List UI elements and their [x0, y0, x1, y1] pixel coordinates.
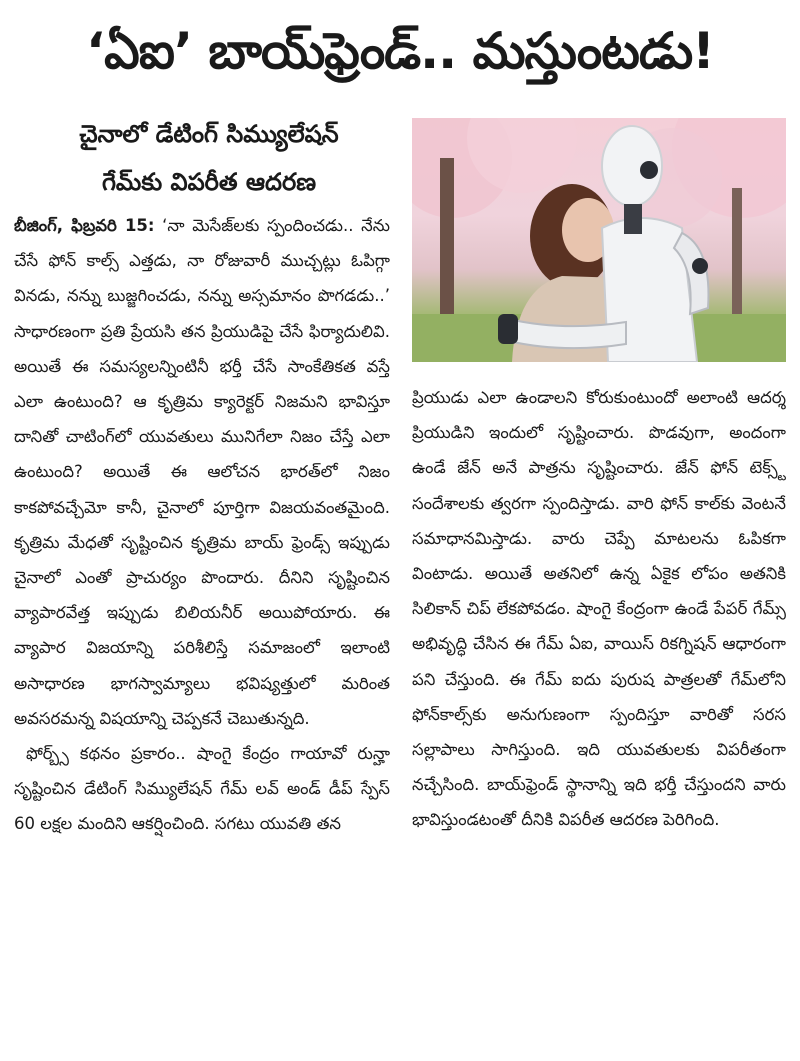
- article-column-right: [412, 380, 786, 1010]
- subheadline-line-1: చైనాలో డేటింగ్‌ సిమ్యులేషన్‌: [79, 120, 339, 148]
- subheadline: [14, 110, 404, 206]
- article-column-left: [14, 208, 390, 1008]
- dateline: బీజింగ్‌, ఫిబ్రవరి 15:: [14, 216, 155, 235]
- subheadline-line-2: గేమ్‌కు విపరీత ఆదరణ: [101, 168, 317, 196]
- article-paragraph-2: ఫోర్బ్స్‌ కథనం ప్రకారం.. షాంగై కేంద్రం గాయావో రున్హా సృష్టించిన డేటింగ్‌ సిమ్యులేషన్‌ గేమ్‌ లవ్‌ అండ్‌ డీప్‌ స్పేస్‌ 60 లక్షల మందిని ఆకర్షించింది. సగటు యువతి తన: [14, 744, 390, 834]
- article-paragraph-1: [14, 216, 390, 728]
- article-paragraph-3: ప్రియుడు ఎలా ఉండాలని కోరుకుంటుందో అలాంటి ఆదర్శ ప్రియుడిని ఇందులో సృష్టించారు. పొడవుగా, అందంగా ఉండే జేన్‌ అనే పాత్రను సృష్టించారు. జేన్‌ ఫోన్‌ టెక్స్ట్‌ సందేశాలకు త్వరగా స్పందిస్తాడు. వారి ఫోన్‌ కాల్‌కు వెంటనే సమాధానమిస్తాడు. వారు చెప్పే మాటలను ఓపికగా వింటాడు. అయితే అతనిలో ఉన్న ఏకైక లోపం అతనికి సిలికాన్‌ చిప్‌ లేకపోవడం. షాంగై కేంద్రంగా ఉండే పేపర్‌ గేమ్స్‌ అభివృద్ధి చేసిన ఈ గేమ్‌ ఏఐ, వాయిస్‌ రికగ్నిషన్‌ ఆధారంగా పని చేస్తుంది. ఈ గేమ్‌ ఐదు పురుష పాత్రలతో గేమ్‌లోని ఫోన్‌కాల్స్‌కు అనుగుణంగా స్పందిస్తూ వారితో సరస సల్లాపాలు సాగిస్తుంది. ఇది యువతులకు విపరీతంగా నచ్చేసింది. బాయ్‌ఫ్రెండ్‌ స్థానాన్ని ఇది భర్తీ చేస్తుందని వారు భావిస్తుండటంతో దీనికి విపరీత ఆదరణ పెరిగింది.: [412, 388, 786, 830]
- paragraph-1-text: ‘నా మెసేజ్‌లకు స్పందించడు.. నేను చేసే ఫోన్‌ కాల్స్‌ ఎత్తడు, నా రోజువారీ ముచ్చట్లు ఓపిగ్గా వినడు, నన్ను బుజ్జగించడు, నన్ను అస్సమానం పొగడడు..’ సాధారణంగా ప్రతి ప్రేయసి తన ప్రియుడిపై చేసే ఫిర్యాదులివి. అయితే ఈ సమస్యలన్నింటినీ భర్తీ చేసే సాంకేతికత వస్తే ఎలా ఉంటుంది? ఆ కృత్రిమ క్యారెక్టర్‌ నిజమని భావిస్తూ దానితో చాటింగ్‌లో యువతులు మునిగేలా నిజం చేస్తే ఎలా ఉంటుంది? అయితే ఈ ఆలోచన భారత్‌లో నిజం కాకపోవచ్చేమో కానీ, చైనాలో పూర్తిగా విజయవంతమైంది. కృత్రిమ మేధతో సృష్టించిన కృత్రిమ బాయ్‌ ఫ్రెండ్స్‌ ఇప్పుడు చైనాలో ఎంతో ప్రాచుర్యం పొందారు. దీనిని సృష్టించిన వ్యాపారవేత్త ఇప్పుడు బిలియనీర్‌ అయిపోయారు. ఈ వ్యాపార విజయాన్ని పరిశీలిస్తే సమాజంలో ఇలాంటి అసాధారణ భాగస్వామ్యాలు భవిష్యత్తులో మరింత అవసరమన్న విషయాన్ని చెప్పకనే చెబుతున్నది.: [14, 216, 390, 728]
- headline: ‘ఏఐ’ బాయ్‌ఫ్రెండ్‌.. మస్తుంటడు!: [86, 22, 714, 80]
- article-photo: [412, 118, 786, 362]
- robot-embrace-illustration: [412, 118, 786, 362]
